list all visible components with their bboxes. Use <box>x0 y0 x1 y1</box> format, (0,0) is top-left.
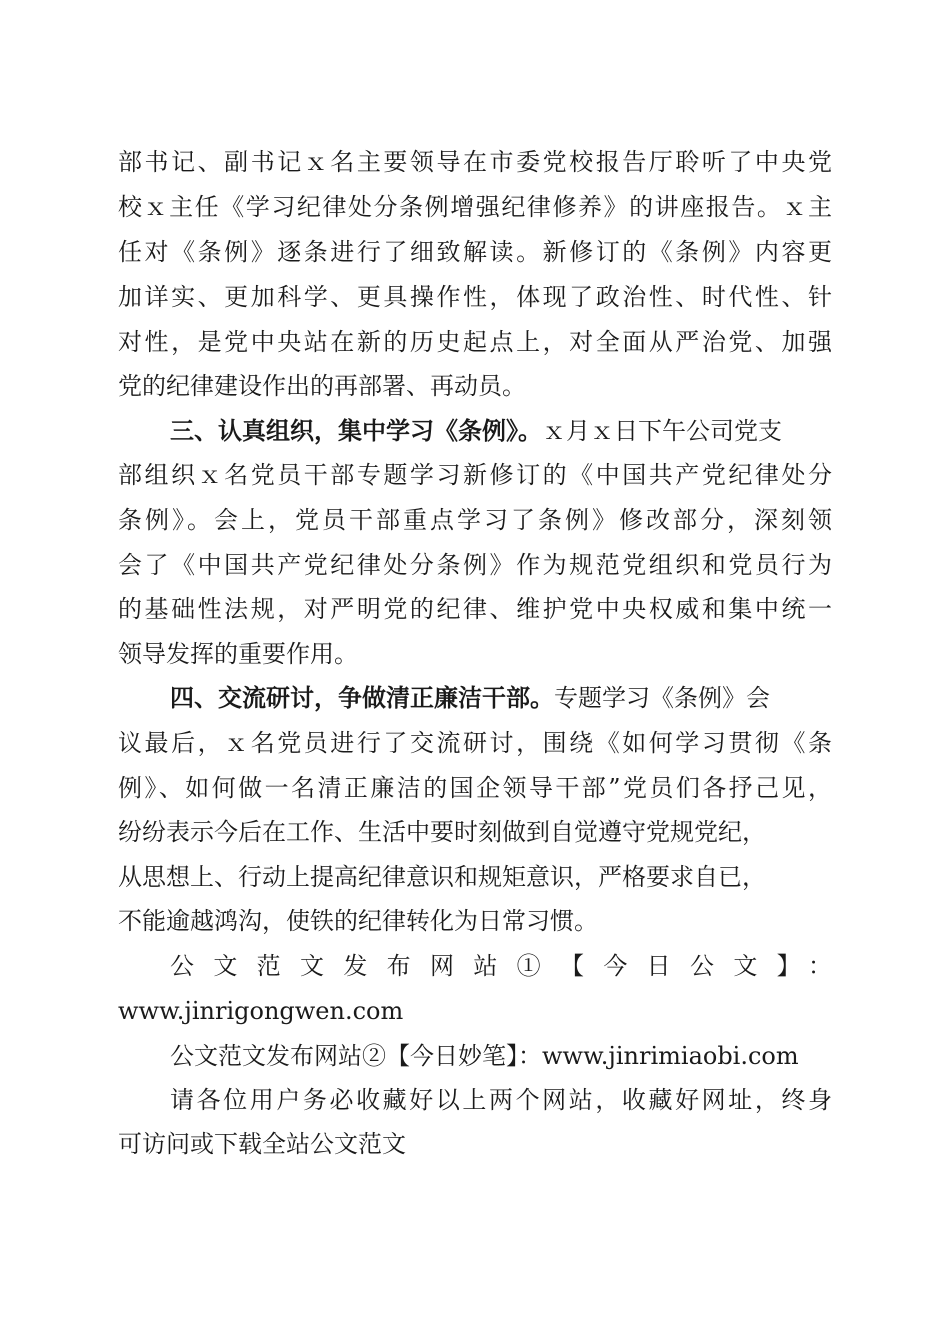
site-1-url[interactable]: www.jinrigongwen.com <box>118 997 404 1025</box>
section-4-line1-text: 专题学习《条例》会 <box>554 684 770 712</box>
paragraph-line: 加详实、更加科学、更具操作性，体现了政治性、时代性、针 <box>118 283 832 311</box>
section-4-first-line <box>170 676 832 720</box>
paragraph-line: 党的纪律建设作出的再部署、再动员。 <box>118 372 526 400</box>
paragraph-line: 任对《条例》逐条进行了细致解读。新修订的《条例》内容更 <box>118 238 832 266</box>
section-3-heading: 三、认真组织，集中学习《条例》。 <box>170 417 542 445</box>
paragraph-line: 的基础性法规，对严明党的纪律、维护党中央权威和集中统一 <box>118 595 832 623</box>
paragraph-line: 校ｘ主任《学习纪律处分条例增强纪律修养》的讲座报告。ｘ主 <box>118 193 832 221</box>
notice-line: 可访问或下载全站公文范文 <box>118 1130 406 1158</box>
paragraph-line: 部组织ｘ名党员干部专题学习新修订的《中国共产党纪律处分 <box>118 461 832 489</box>
paragraph-line: 议最后，ｘ名党员进行了交流研讨，围绕《如何学习贯彻《条 <box>118 729 832 757</box>
paragraph-line: 会了《中国共产党纪律处分条例》作为规范党组织和党员行为 <box>118 551 832 579</box>
paragraph-line: 领导发挥的重要作用。 <box>118 640 358 668</box>
paragraph-line: 纷纷表示今后在工作、生活中要时刻做到自觉遵守党规党纪， <box>118 818 766 846</box>
section-3-line1-text: ｘ月ｘ日下午公司党支 <box>542 417 782 445</box>
section-4-heading: 四、交流研讨，争做清正廉洁干部。 <box>170 684 554 712</box>
site-1-label: 公文范文发布网站①【今日公文】： <box>170 952 832 980</box>
paragraph-line: 例》、如何做一名清正廉洁的国企领导干部”党员们各抒己见， <box>118 774 832 802</box>
paragraph-line: 部书记、副书记ｘ名主要领导在市委党校报告厅聆听了中央党 <box>118 148 832 176</box>
notice-line: 请各位用户务必收藏好以上两个网站，收藏好网址，终身 <box>170 1086 832 1114</box>
paragraph-line: 对性，是党中央站在新的历史起点上，对全面从严治党、加强 <box>118 328 832 356</box>
paragraph-line: 从思想上、行动上提高纪律意识和规矩意识，严格要求自已， <box>118 863 766 891</box>
paragraph-line: 条例》。会上，党员干部重点学习了条例》修改部分，深刻领 <box>118 506 832 534</box>
paragraph-line: 不能逾越鸿沟，使铁的纪律转化为日常习惯。 <box>118 907 598 935</box>
section-3-first-line <box>170 409 832 453</box>
site-2-line: 公文范文发布网站②【今日妙笔】：www.jinrimiaobi.com <box>170 1042 799 1070</box>
